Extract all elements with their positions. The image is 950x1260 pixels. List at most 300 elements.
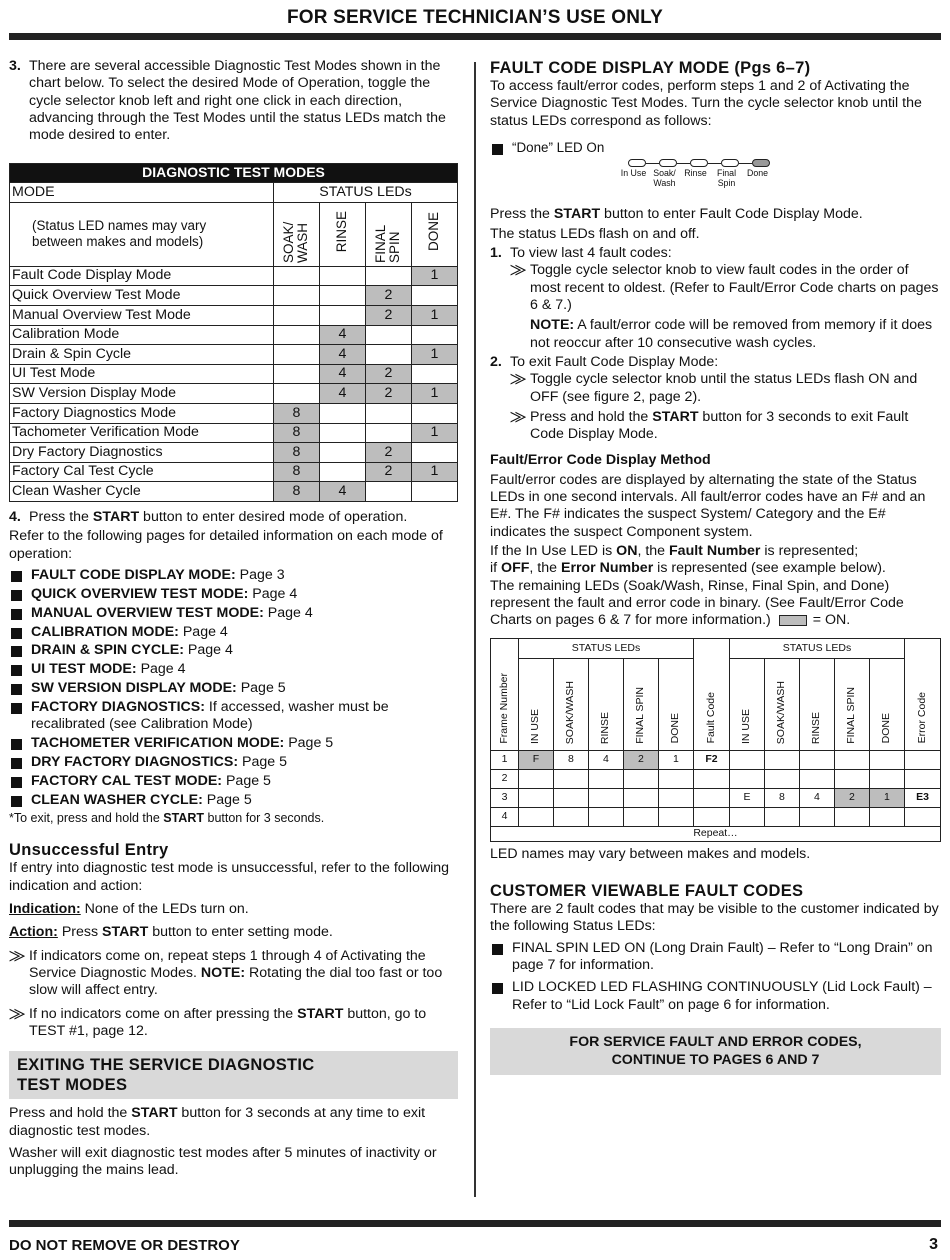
bottom-rule — [9, 1220, 941, 1227]
header-text: SOAK/WASH — [564, 680, 577, 744]
inuse-text — [490, 543, 941, 560]
header-text: Frame Number — [497, 673, 510, 744]
arrow-item — [9, 948, 458, 1000]
led-cell: 8 — [553, 750, 588, 769]
mode-cell: Fault Code Display Mode — [10, 266, 274, 286]
text: The remaining LEDs (Soak/Wash, Rinse, Final Spin, and Done) represent the fault and error code in binary. (See Fault/Error Code Charts on pages 6 & 7 for more information.) — [490, 577, 904, 629]
bullet-icon — [11, 628, 22, 639]
text: Toggle cycle selector knob until the status LEDs flash ON and OFF (see figure 2, page 2). — [530, 371, 918, 405]
text: button to enter desired mode of operation. — [139, 508, 408, 525]
error-code-cell — [905, 807, 941, 826]
table-row — [10, 266, 458, 286]
diagnostic-test-modes-table — [9, 163, 458, 502]
mode-cell: Drain & Spin Cycle — [10, 345, 274, 365]
led-cell — [412, 403, 458, 423]
status-flash-text: The status LEDs flash on and off. — [490, 225, 700, 242]
item-text: LID LOCKED LED FLASHING CONTINUOUSLY (Lid Lock Fault) – Refer to “Lid Lock Fault” on page 6 for information. — [512, 979, 932, 1013]
led-cell — [869, 807, 904, 826]
led-connector — [708, 163, 721, 164]
text: button for 3 seconds to exit Fault Code Display Mode. — [530, 408, 909, 443]
text: is represented; — [760, 543, 859, 560]
mode-page: Page 4 — [183, 642, 233, 659]
header-text: DONE — [880, 713, 893, 744]
continue-box — [490, 1028, 941, 1076]
mode-name: FAULT CODE DISPLAY MODE: — [31, 566, 236, 583]
text: Toggle cycle selector knob to view fault codes in the order of most recent to oldest. (Refer to Fault/Error Code charts on pages 6 & 7.) — [530, 262, 939, 313]
led-diagram — [490, 158, 941, 198]
frame-cell: 1 — [491, 750, 519, 769]
table-row — [491, 750, 941, 769]
item-text — [31, 754, 287, 771]
led-cell — [320, 462, 366, 482]
led-cell — [320, 266, 366, 286]
fault-code-header — [693, 638, 729, 750]
text: , the — [637, 543, 670, 560]
led-cell — [366, 482, 412, 502]
text: button to enter setting mode. — [148, 924, 333, 941]
header-text: RINSE — [599, 711, 612, 744]
led-cell — [553, 788, 588, 807]
exiting-section-title — [9, 1051, 458, 1099]
mode-page: Page 5 — [284, 735, 334, 752]
bold-text: START — [553, 206, 601, 223]
header-text: RINSE — [810, 711, 823, 744]
bold-text: ON — [616, 543, 638, 560]
led-cell — [588, 769, 623, 788]
led-cell: 2 — [366, 443, 412, 463]
led-cell: 1 — [412, 345, 458, 365]
text: is represented (see example below). — [653, 560, 886, 577]
error-code-header — [905, 638, 941, 750]
mode-cell: UI Test Mode — [10, 364, 274, 384]
table-row — [10, 305, 458, 325]
led-header — [588, 658, 623, 750]
text: If indicators come on, repeat steps 1 through 4 of Activating the Service Diagnostic Modes. — [29, 947, 426, 981]
table-row — [491, 788, 941, 807]
bullet-icon — [11, 590, 22, 601]
header-text: IN USE — [740, 708, 753, 744]
led-cell — [320, 403, 366, 423]
step-number: 1. — [490, 245, 502, 262]
led-cell — [834, 769, 869, 788]
led-cell — [519, 807, 554, 826]
led-label: Rinse — [684, 168, 707, 179]
list-item — [490, 940, 941, 975]
led-cell — [834, 807, 869, 826]
repeat-row: Repeat… — [491, 826, 941, 841]
led-label: Done — [746, 168, 769, 179]
col-header — [366, 202, 412, 266]
fault-code-title: FAULT CODE DISPLAY MODE (Pgs 6–7) — [490, 59, 811, 77]
step-2 — [490, 354, 941, 371]
left-column — [9, 58, 458, 1182]
mode-name: FACTORY DIAGNOSTICS: — [31, 699, 205, 716]
table-row — [491, 807, 941, 826]
col-label: DONE — [426, 212, 442, 252]
led-header — [764, 658, 799, 750]
step-4 — [9, 509, 458, 526]
mode-name: MANUAL OVERVIEW TEST MODE: — [31, 604, 264, 621]
col-header — [412, 202, 458, 266]
led-cell — [658, 769, 693, 788]
status-header-left: STATUS LEDs — [519, 638, 694, 658]
method-title: Fault/Error Code Display Method — [490, 452, 711, 469]
led-cell: 1 — [412, 384, 458, 404]
arrow-item — [490, 371, 941, 406]
text: *To exit, press and hold the — [9, 811, 164, 825]
arrow-icon: ⨠ — [9, 947, 26, 964]
led-cell: E — [729, 788, 764, 807]
item-text — [31, 699, 458, 734]
list-item — [9, 754, 458, 771]
table-row — [10, 364, 458, 384]
item-text — [31, 735, 333, 752]
mode-page: Page 3 — [235, 566, 285, 583]
led-cell — [320, 443, 366, 463]
led-cell — [412, 286, 458, 306]
bullet-icon — [11, 777, 22, 788]
col-label: SOAK/ WASH — [281, 221, 311, 264]
diag-table-body — [10, 266, 458, 501]
led-cell: 4 — [588, 750, 623, 769]
led-cell: 8 — [274, 462, 320, 482]
mode-name: TACHOMETER VERIFICATION MODE: — [31, 735, 285, 752]
text: button for 3 seconds. — [204, 811, 325, 825]
step-text: There are several accessible Diagnostic Test Modes shown in the chart below. To select the desired Mode of Operation, toggle the cycle selector knob left and right one click in each direction, advancing through the Test Modes until the status LEDs match the mode desired to enter. — [29, 58, 446, 144]
column-divider — [474, 62, 476, 1197]
text — [29, 948, 458, 1000]
fault-table-body — [491, 750, 941, 826]
led-done-icon — [752, 159, 770, 167]
led-cell — [366, 266, 412, 286]
col-label: FINAL SPIN — [373, 225, 403, 264]
mode-page: Page 5 — [222, 773, 271, 790]
item-text — [31, 567, 285, 584]
led-cell — [274, 286, 320, 306]
bullet-icon — [11, 758, 22, 769]
mode-name: QUICK OVERVIEW TEST MODE: — [31, 585, 249, 602]
mode-page: Page 4 — [248, 585, 298, 602]
led-header — [623, 658, 658, 750]
frame-cell: 3 — [491, 788, 519, 807]
led-cell — [764, 769, 799, 788]
led-cell: 1 — [869, 788, 904, 807]
text — [29, 1006, 458, 1041]
header-text: DONE — [669, 713, 682, 744]
arrow-icon: ⨠ — [9, 1005, 26, 1022]
customer-intro: There are 2 fault codes that may be visible to the customer indicated by the following Status LEDs: — [490, 901, 939, 935]
top-rule — [9, 33, 941, 40]
mode-name: UI TEST MODE: — [31, 661, 137, 678]
led-cell — [274, 266, 320, 286]
mode-cell: Factory Diagnostics Mode — [10, 403, 274, 423]
arrow-icon: ⨠ — [510, 371, 527, 388]
footer-warning: DO NOT REMOVE OR DESTROY — [9, 1237, 240, 1254]
bold-text: START — [92, 508, 140, 525]
led-cell: 8 — [274, 403, 320, 423]
mode-page: Page 4 — [263, 604, 313, 621]
step-1 — [490, 245, 941, 262]
mode-page: Page 4 — [178, 623, 228, 640]
mode-name: CLEAN WASHER CYCLE: — [31, 792, 203, 809]
led-cell — [729, 807, 764, 826]
led-cell — [799, 750, 834, 769]
text: , the — [529, 560, 561, 577]
text: if — [490, 560, 502, 577]
led-soak-wash-icon — [659, 159, 677, 167]
col-header — [320, 202, 366, 266]
led-cell — [412, 325, 458, 345]
table-row — [491, 769, 941, 788]
led-final-spin-icon — [721, 159, 739, 167]
mode-cell: SW Version Display Mode — [10, 384, 274, 404]
led-cell: 8 — [274, 482, 320, 502]
mode-cell: Manual Overview Test Mode — [10, 305, 274, 325]
led-cell: 4 — [320, 325, 366, 345]
led-cell — [366, 423, 412, 443]
led-cell — [519, 788, 554, 807]
bold-text: START — [131, 1105, 178, 1122]
led-cell: 4 — [320, 482, 366, 502]
exiting-text-1 — [9, 1105, 458, 1140]
fault-code-cell: F2 — [693, 750, 729, 769]
led-header — [729, 658, 764, 750]
item-text — [31, 605, 313, 622]
list-item — [9, 586, 458, 603]
table-row — [10, 325, 458, 345]
text: If the In Use LED is — [490, 543, 617, 560]
led-cell: 8 — [274, 443, 320, 463]
box-line: CONTINUE TO PAGES 6 AND 7 — [611, 1051, 820, 1068]
table-title: DIAGNOSTIC TEST MODES — [10, 163, 458, 183]
item-text — [31, 773, 271, 790]
led-cell — [320, 305, 366, 325]
led-cell — [274, 364, 320, 384]
led-cell — [412, 364, 458, 384]
list-item — [9, 661, 458, 678]
note — [490, 317, 941, 352]
table-row — [10, 286, 458, 306]
led-label: In Use — [620, 168, 647, 179]
bullet-icon — [492, 983, 503, 994]
led-cell: 4 — [320, 364, 366, 384]
led-cell: 2 — [366, 384, 412, 404]
led-cell — [553, 769, 588, 788]
status-header-right: STATUS LEDs — [729, 638, 904, 658]
mode-name: CALIBRATION MODE: — [31, 623, 179, 640]
led-cell: 2 — [366, 462, 412, 482]
list-item — [9, 699, 458, 734]
table-row — [10, 403, 458, 423]
led-cell — [412, 443, 458, 463]
bullet-icon — [11, 646, 22, 657]
led-cell: 8 — [764, 788, 799, 807]
table-row — [10, 482, 458, 502]
led-cell — [623, 788, 658, 807]
led-header — [834, 658, 869, 750]
step-text: To exit Fault Code Display Mode: — [510, 353, 719, 370]
led-cell: F — [519, 750, 554, 769]
header-text: Error Code — [915, 692, 928, 744]
indication — [9, 901, 458, 918]
led-cell — [729, 769, 764, 788]
list-item — [9, 605, 458, 622]
bullet-icon — [11, 665, 22, 676]
led-cell — [764, 807, 799, 826]
status-leds-header: STATUS LEDs — [274, 183, 458, 203]
mode-name: FACTORY CAL TEST MODE: — [31, 773, 223, 790]
action — [9, 924, 458, 941]
led-header — [519, 658, 554, 750]
text: button for 3 seconds at any time to exit diagnostic test modes. — [9, 1105, 426, 1139]
list-item — [9, 680, 458, 697]
col-label: RINSE — [334, 210, 350, 253]
mode-header: MODE — [10, 183, 274, 203]
remaining-text — [490, 578, 941, 630]
bold-text: NOTE: — [200, 964, 246, 981]
led-cell — [869, 750, 904, 769]
item-text — [31, 624, 228, 641]
fault-code-example-table — [490, 638, 941, 842]
led-cell — [834, 750, 869, 769]
header-text: FINAL SPIN — [845, 687, 858, 744]
led-labels — [618, 169, 773, 188]
led-connector — [646, 163, 659, 164]
led-cell: 4 — [799, 788, 834, 807]
text: Press the — [490, 206, 554, 223]
bullet-icon — [11, 571, 22, 582]
page-number: 3 — [929, 1236, 938, 1253]
mode-cell: Factory Cal Test Cycle — [10, 462, 274, 482]
led-cell: 2 — [366, 286, 412, 306]
frame-header — [491, 638, 519, 750]
mode-name: DRAIN & SPIN CYCLE: — [31, 642, 184, 659]
frame-cell: 2 — [491, 769, 519, 788]
led-label: Soak/ Wash — [653, 168, 676, 189]
text: If no indicators come on after pressing the — [29, 1005, 298, 1022]
right-column — [490, 58, 941, 1075]
mode-cell: Clean Washer Cycle — [10, 482, 274, 502]
step-number: 3. — [9, 58, 21, 74]
bullet-icon — [11, 703, 22, 714]
text: Press the — [29, 508, 93, 525]
step-text: To view last 4 fault codes: — [510, 245, 672, 262]
led-note: (Status LED names may vary between makes and models) — [10, 202, 274, 266]
bold-text: START — [652, 408, 699, 425]
led-cell — [320, 423, 366, 443]
modes-list — [9, 567, 458, 810]
led-in-use-icon — [628, 159, 646, 167]
title-line: EXITING THE SERVICE DIAGNOSTIC — [17, 1056, 315, 1075]
bullet-icon — [11, 739, 22, 750]
led-cell — [588, 788, 623, 807]
list-item — [490, 140, 941, 156]
header-text: FINAL SPIN — [634, 687, 647, 744]
arrow-item — [490, 409, 941, 444]
led-cell — [764, 750, 799, 769]
bold-text: Fault Number — [669, 543, 761, 560]
item-text — [31, 586, 297, 603]
list-item — [9, 773, 458, 790]
fault-code-cell — [693, 788, 729, 807]
unsuccessful-entry-title: Unsuccessful Entry — [9, 841, 169, 860]
text: A fault/error code will be removed from memory if it does not reoccur after 10 consecutive wash cycles. — [530, 317, 933, 351]
arrow-icon: ⨠ — [510, 262, 527, 279]
bullet-icon — [492, 944, 503, 955]
text: Press and hold the — [530, 408, 653, 425]
col-header — [274, 202, 320, 266]
led-header — [799, 658, 834, 750]
led-cell — [366, 325, 412, 345]
arrow-item — [9, 1006, 458, 1041]
fault-intro: To access fault/error codes, perform steps 1 and 2 of Activating the Service Diagnostic Test Modes. Turn the cycle selector knob until the status LEDs correspond as follows: — [490, 78, 922, 129]
bold-text: OFF — [501, 560, 530, 577]
box-line: FOR SERVICE FAULT AND ERROR CODES, — [569, 1033, 862, 1050]
led-cell — [274, 325, 320, 345]
mode-page: Page 5 — [202, 792, 252, 809]
refer-text: Refer to the following pages for detailed information on each mode of operation: — [9, 528, 443, 562]
unsuccessful-text: If entry into diagnostic test mode is unsuccessful, refer to the following indication and action: — [9, 860, 450, 894]
led-cell: 2 — [834, 788, 869, 807]
led-header — [553, 658, 588, 750]
header-text: SOAK/WASH — [775, 680, 788, 744]
mode-cell: Dry Factory Diagnostics — [10, 443, 274, 463]
led-cell — [658, 788, 693, 807]
customer-viewable-title: CUSTOMER VIEWABLE FAULT CODES — [490, 881, 804, 900]
led-row — [628, 159, 770, 167]
frame-cell: 4 — [491, 807, 519, 826]
led-names-note: LED names may vary between makes and models. — [490, 845, 811, 862]
done-led-list — [490, 140, 941, 156]
error-code-cell: E3 — [905, 788, 941, 807]
led-cell — [588, 807, 623, 826]
led-cell: 2 — [366, 364, 412, 384]
mode-cell: Calibration Mode — [10, 325, 274, 345]
mode-name: DRY FACTORY DIAGNOSTICS: — [31, 754, 239, 771]
legend-text: = ON. — [812, 612, 851, 629]
led-connector — [677, 163, 690, 164]
on-legend-swatch — [779, 615, 807, 626]
fault-code-cell — [693, 807, 729, 826]
error-code-cell — [905, 750, 941, 769]
table-row — [10, 384, 458, 404]
text: None of the LEDs turn on. — [80, 901, 249, 917]
error-code-cell — [905, 769, 941, 788]
text: button to enter Fault Code Display Mode. — [600, 206, 863, 223]
led-cell — [320, 286, 366, 306]
item-text — [31, 792, 252, 809]
item-text — [31, 661, 186, 678]
led-cell: 8 — [274, 423, 320, 443]
mode-page: Page 5 — [238, 754, 287, 771]
press-start-text — [490, 206, 941, 223]
method-text: Fault/error codes are displayed by alternating the state of the Status LEDs in one second intervals. All fault/error codes have an F# and an E#. The F# indicates the suspect System/ Category and the E# indicates the suspect Component system. — [490, 471, 926, 540]
exiting-text-2: Washer will exit diagnostic test modes after 5 minutes of inactivity or unplugging the mains lead. — [9, 1145, 437, 1179]
item-text: “Done” LED On — [512, 140, 605, 156]
arrow-icon: ⨠ — [510, 408, 527, 425]
bold-text: START — [297, 1005, 344, 1022]
customer-list — [490, 940, 941, 1014]
led-cell: 1 — [412, 423, 458, 443]
led-cell — [519, 769, 554, 788]
item-text — [31, 680, 286, 697]
text: button, go to TEST #1, page 12. — [29, 1005, 427, 1039]
bold-text: START — [163, 811, 205, 825]
list-item — [9, 567, 458, 584]
led-cell: 1 — [412, 462, 458, 482]
led-cell — [274, 384, 320, 404]
table-row — [10, 423, 458, 443]
